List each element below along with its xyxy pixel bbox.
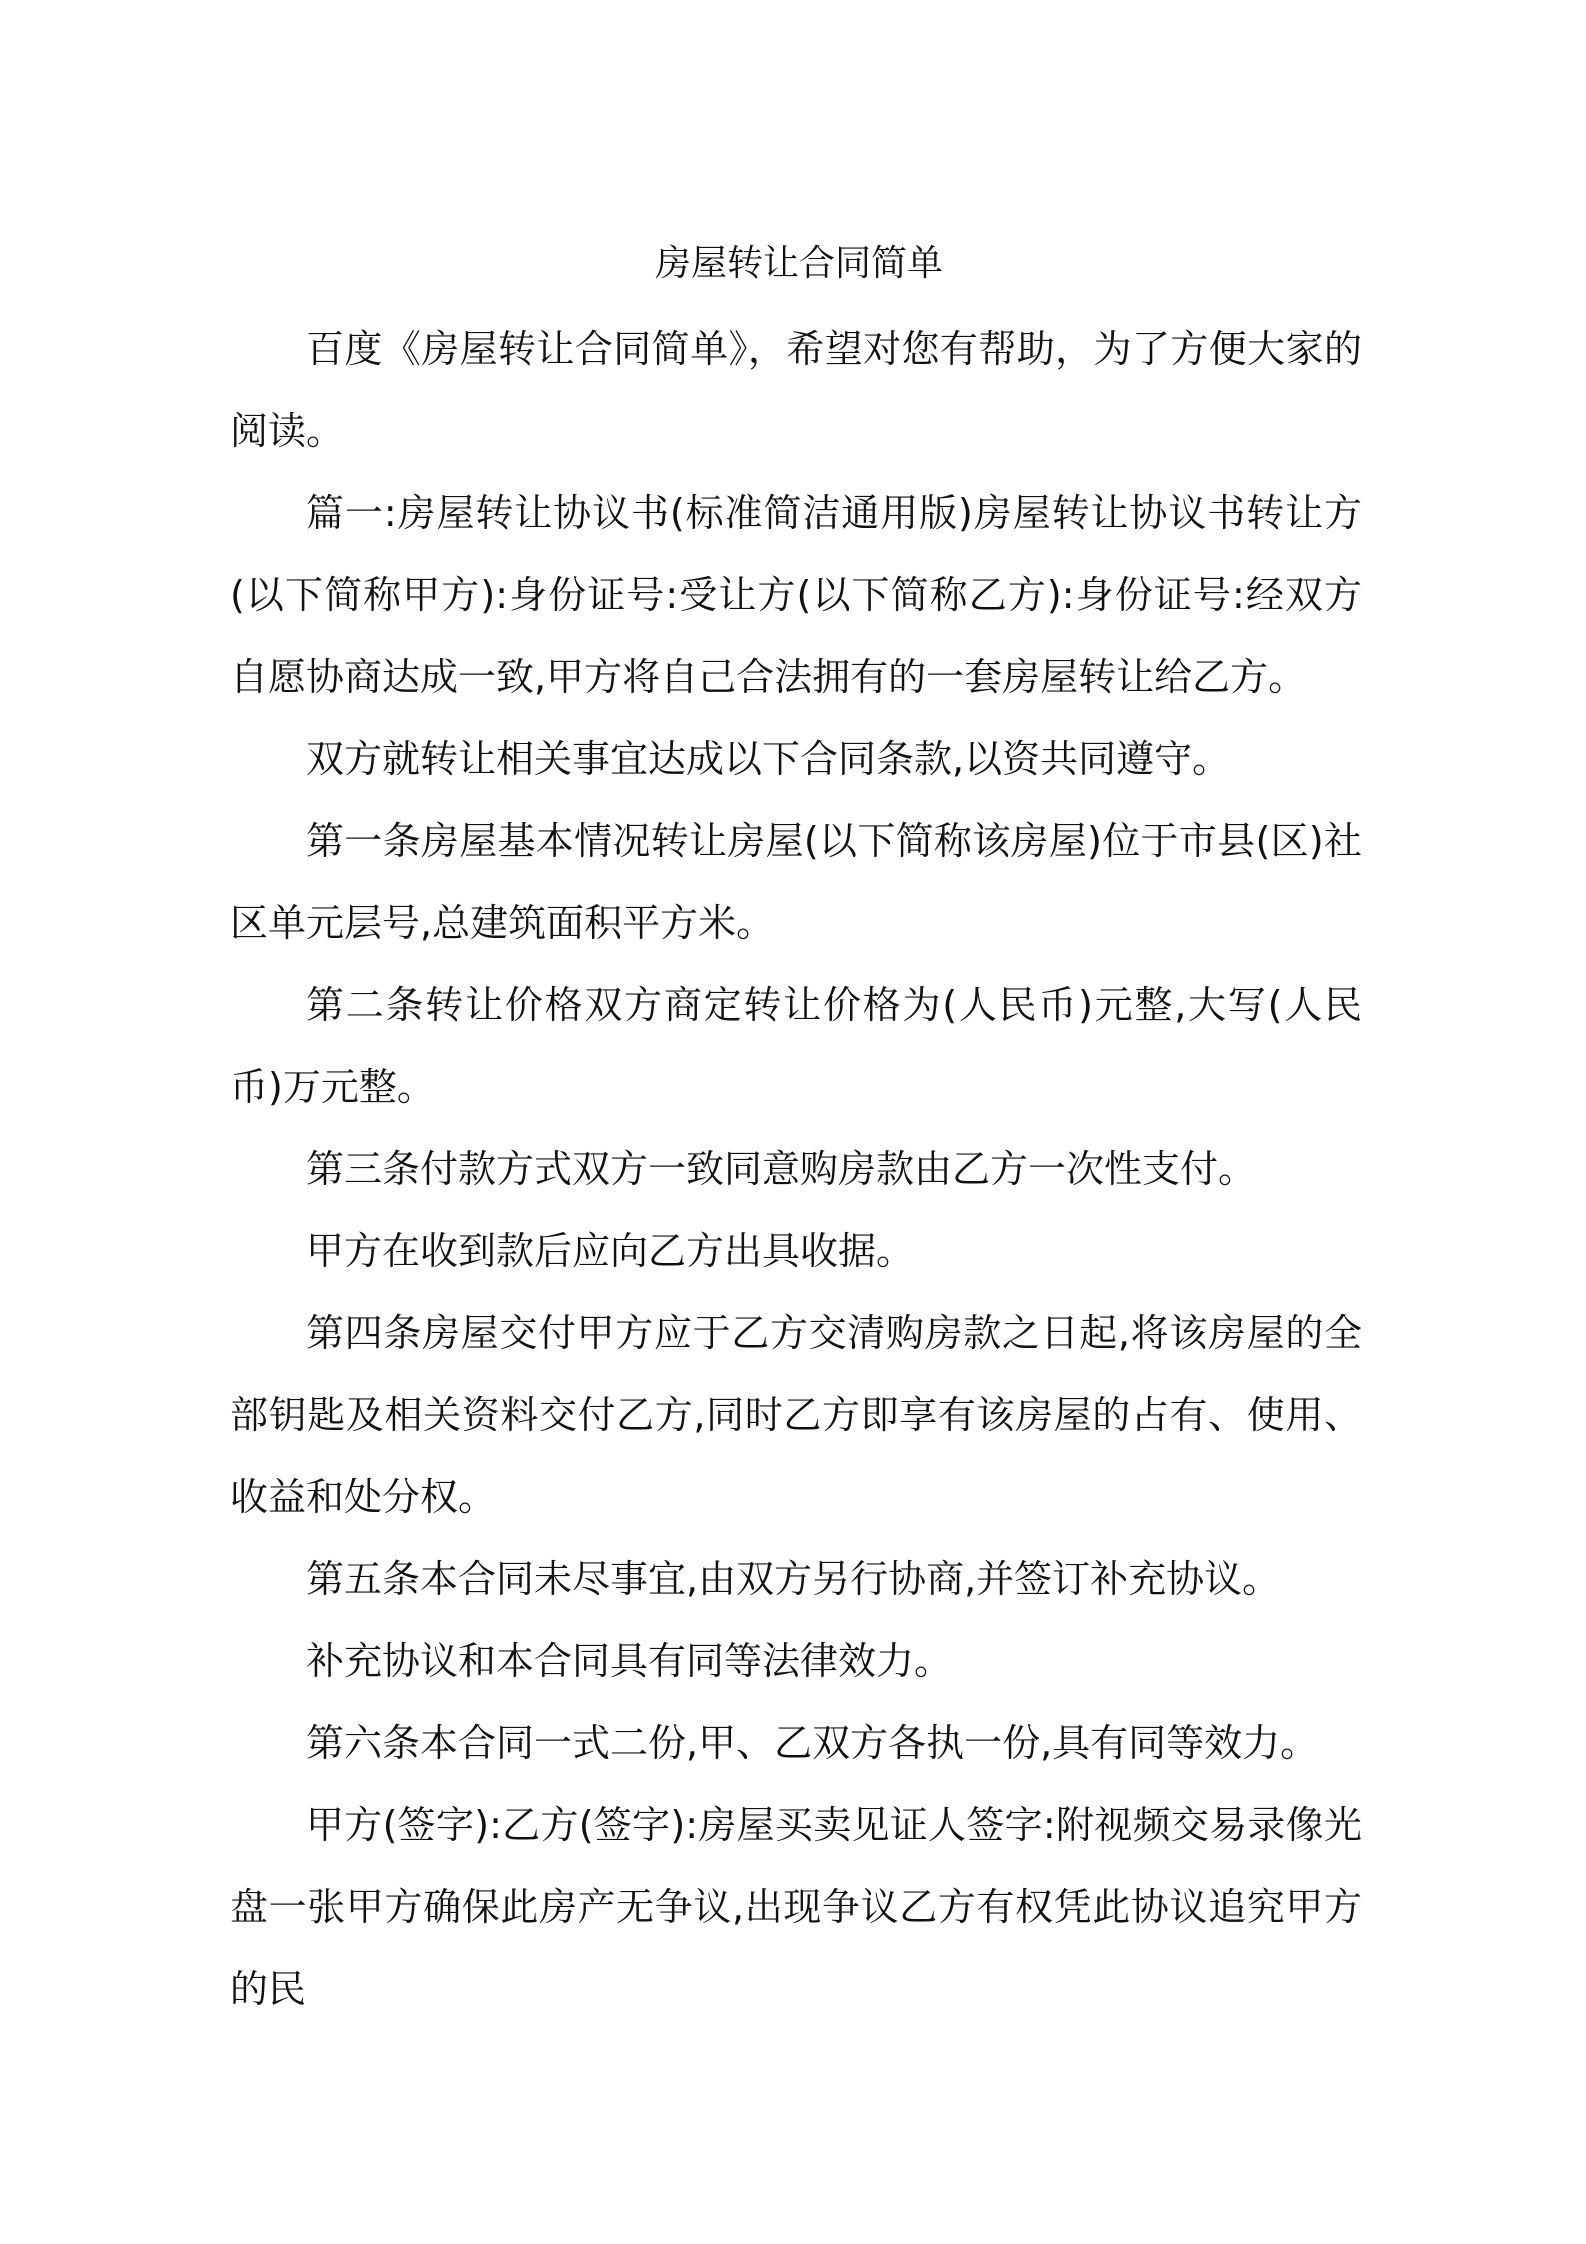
paragraph-article-4: 第四条房屋交付甲方应于乙方交清购房款之日起,将该房屋的全部钥匙及相关资料交付乙方,同时乙方即享有该房屋的占有、使用、收益和处分权。 <box>230 1311 1362 1519</box>
paragraph-agreement: 双方就转让相关事宜达成以下合同条款,以资共同遵守。 <box>306 737 1231 781</box>
paragraph-article-2: 第二条转让价格双方商定转让价格为(人民币)元整,大写(人民币)万元整。 <box>230 983 1362 1109</box>
paragraph-article-6: 第六条本合同一式二份,甲、乙双方各执一份,具有同等效力。 <box>306 1721 1319 1765</box>
document-title: 房屋转让合同简单 <box>654 243 943 284</box>
paragraph-signatures: 甲方(签字):乙方(签字):房屋买卖见证人签字:附视频交易录像光盘一张甲方确保此房产无争议,出现争议乙方有权凭此协议追究甲方的民 <box>230 1803 1362 2011</box>
paragraph-intro: 百度《房屋转让合同简单》，希望对您有帮助，为了方便大家的阅读。 <box>230 327 1362 453</box>
paragraph-receipt: 甲方在收到款后应向乙方出具收据。 <box>306 1229 915 1273</box>
paragraph-supplement: 补充协议和本合同具有同等法律效力。 <box>306 1639 953 1683</box>
paragraph-article-3: 第三条付款方式双方一致同意购房款由乙方一次性支付。 <box>306 1147 1257 1191</box>
document-body <box>230 232 1362 2030</box>
paragraph-part-one: 篇一:房屋转让协议书(标准简洁通用版)房屋转让协议书转让方(以下简称甲方):身份证号:受让方(以下简称乙方):身份证号:经双方自愿协商达成一致,甲方将自己合法拥有的一套房屋转让给乙方。 <box>230 491 1362 699</box>
paragraph-article-1: 第一条房屋基本情况转让房屋(以下简称该房屋)位于市县(区)社区单元层号,总建筑面积平方米。 <box>230 819 1362 945</box>
paragraph-article-5: 第五条本合同未尽事宜,由双方另行协商,并签订补充协议。 <box>306 1557 1281 1601</box>
